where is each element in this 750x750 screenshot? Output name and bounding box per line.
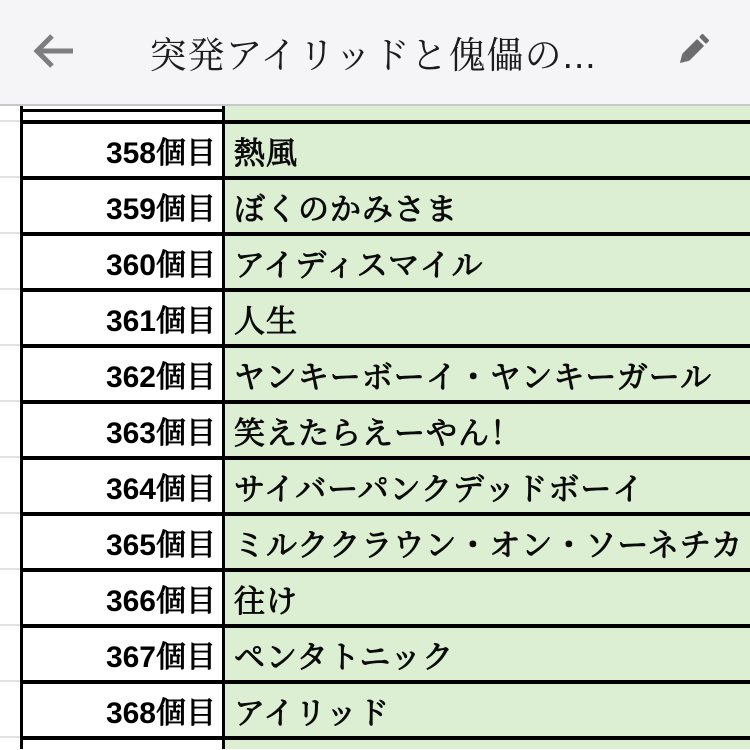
table-row [0,456,750,512]
document-title: 突発アイリッドと傀儡の... [149,35,597,76]
edit-button[interactable] [652,17,732,87]
row-gutter [0,568,20,624]
back-arrow-icon [31,31,77,74]
table-row [0,120,750,176]
row-gutter [0,456,20,512]
song-title-cell[interactable]: ヤンキーボーイ・ヤンキーガール [225,344,750,400]
song-title-cell[interactable]: ミルククラウン・オン・ソーネチカ [225,512,750,568]
row-index-cell[interactable]: 366個目 [20,568,225,624]
song-title-cell[interactable]: 往け [225,568,750,624]
row-index-cell[interactable]: 364個目 [20,456,225,512]
song-title-cell[interactable]: ペンタトニック [225,624,750,680]
partial-row-top [0,106,750,120]
app-bar [0,0,750,106]
row-index-cell[interactable]: 362個目 [20,344,225,400]
sheet-area [0,106,750,749]
row-index-cell[interactable] [20,736,225,749]
song-title-cell[interactable]: アイリッド [225,680,750,736]
song-title-cell[interactable] [225,106,750,120]
table-body [0,120,750,736]
row-gutter [0,512,20,568]
row-index-cell[interactable]: 361個目 [20,288,225,344]
song-title-cell[interactable]: 人生 [225,288,750,344]
row-gutter [0,232,20,288]
table-row [0,624,750,680]
row-index-cell[interactable]: 363個目 [20,400,225,456]
back-button[interactable] [14,17,94,87]
table-row [0,232,750,288]
table-row [0,680,750,736]
song-title-cell[interactable]: 熱風 [225,120,750,176]
pencil-edit-icon [670,29,714,76]
table-row [0,568,750,624]
row-gutter [0,624,20,680]
table-row [0,176,750,232]
row-index-cell[interactable] [20,106,225,120]
table-row [0,512,750,568]
row-gutter [0,400,20,456]
table-row [0,400,750,456]
row-gutter [0,344,20,400]
row-index-cell[interactable]: 368個目 [20,680,225,736]
row-index-cell[interactable]: 359個目 [20,176,225,232]
row-index-cell[interactable]: 365個目 [20,512,225,568]
row-gutter [0,288,20,344]
table-row [0,344,750,400]
row-gutter [0,120,20,176]
song-title-cell[interactable]: サイバーパンクデッドボーイ [225,456,750,512]
song-title-cell[interactable]: ぼくのかみさま [225,176,750,232]
cell-border [23,109,222,112]
song-title-cell[interactable] [225,736,750,749]
row-index-cell[interactable]: 358個目 [20,120,225,176]
song-title-cell[interactable]: 笑えたらえーやん！ [225,400,750,456]
partial-row-bottom [0,736,750,749]
row-gutter [0,680,20,736]
row-gutter [0,176,20,232]
row-index-cell[interactable]: 360個目 [20,232,225,288]
song-title-cell[interactable]: アイディスマイル [225,232,750,288]
row-index-cell[interactable]: 367個目 [20,624,225,680]
table-row [0,288,750,344]
row-gutter [0,736,20,749]
row-gutter [0,106,20,120]
